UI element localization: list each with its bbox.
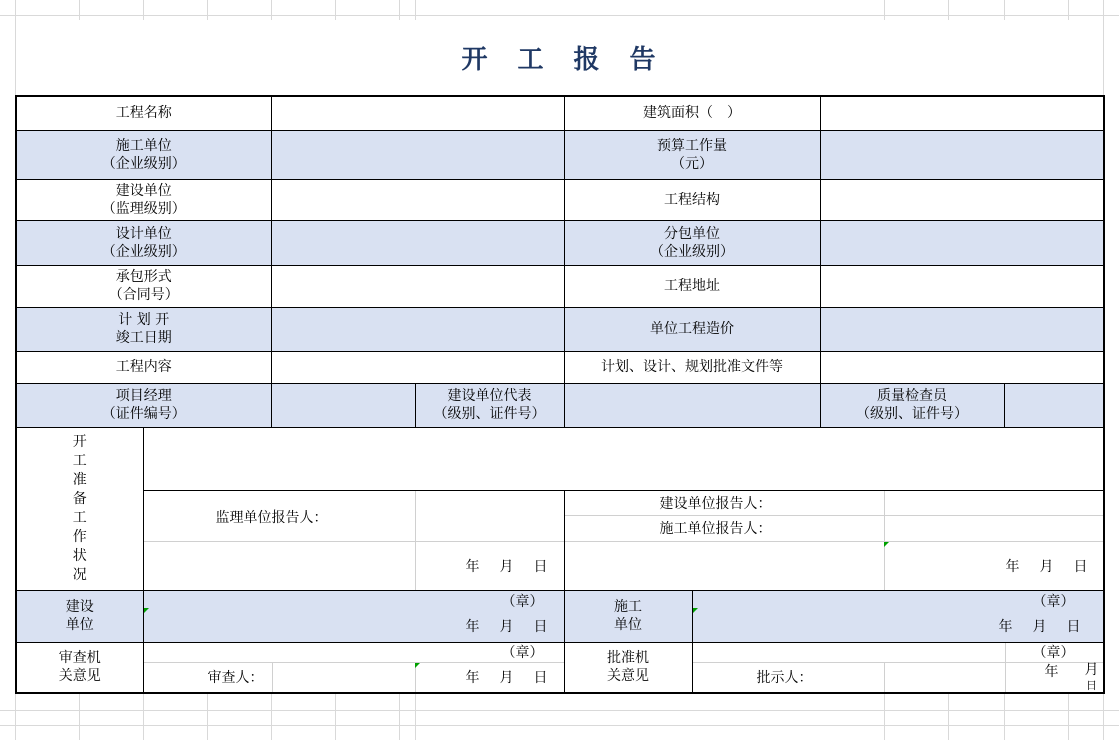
prep-char: 工 (72, 509, 87, 526)
month-label: 月 (499, 669, 514, 686)
label-structure: 工程结构 (564, 179, 820, 220)
month-label: 月 (1084, 661, 1099, 678)
label-budget-1: 预算工作量 (657, 137, 727, 154)
label-budget (564, 130, 820, 179)
row-personnel (16, 383, 1104, 427)
label-approve-opinion-2: 关意见 (607, 668, 649, 684)
contractor-reporter-label: 施工单位报告人： (659, 520, 772, 537)
preparation-inner (144, 428, 1104, 590)
day-label: 日 (1073, 558, 1088, 575)
cell-gridline (272, 662, 273, 692)
approve-area[interactable] (692, 642, 1104, 693)
label-project-manager-1: 项目经理 (115, 388, 172, 404)
month-label: 月 (499, 558, 514, 575)
year-label: 年 (465, 558, 480, 575)
day-label: 日 (1066, 618, 1081, 635)
cell-gridline (565, 515, 1104, 516)
label-contractor (16, 130, 271, 179)
label-review-opinion-1: 审查机 (58, 650, 101, 666)
label-schedule-1: 计 划 开 (118, 312, 170, 328)
day-label: 日 (1086, 678, 1097, 692)
cell-gridline (565, 541, 1104, 542)
label-project-name: 工程名称 (16, 96, 271, 130)
year-label: 年 (1005, 558, 1020, 575)
contractor-unit-seal-area[interactable] (692, 590, 1104, 642)
label-contractor-unit (564, 590, 692, 642)
label-contractor-unit-1: 施工 (614, 599, 642, 615)
label-address: 工程地址 (564, 265, 820, 307)
label-owner-rep-2: （级别、证件号） (433, 406, 546, 422)
grid-line (0, 725, 1119, 726)
label-content: 工程内容 (16, 351, 271, 383)
supervisor-reporter-label: 监理单位报告人： (215, 509, 328, 526)
input-schedule[interactable] (271, 307, 564, 351)
review-inner (144, 643, 564, 692)
row-content (16, 351, 1104, 383)
owner-unit-seal-inner (144, 591, 564, 642)
label-approve-opinion-1: 批准机 (607, 650, 649, 666)
input-contractor[interactable] (271, 130, 564, 179)
label-owner (16, 179, 271, 220)
label-contract (16, 265, 271, 307)
approver-label: 批示人： (756, 669, 813, 686)
month-label: 月 (1032, 618, 1047, 635)
preparation-area[interactable] (143, 427, 1104, 590)
row-approvals (16, 642, 1104, 693)
input-subcontractor[interactable] (820, 220, 1104, 265)
label-subcontractor (564, 220, 820, 265)
contractor-unit-date (999, 618, 1081, 636)
prep-char: 准 (72, 471, 87, 488)
prep-char: 工 (72, 452, 87, 469)
label-unit-cost: 单位工程造价 (564, 307, 820, 351)
comment-marker-icon (884, 542, 889, 547)
day-label: 日 (533, 558, 548, 575)
input-project-manager[interactable] (271, 383, 415, 427)
cell-gridline (144, 662, 564, 663)
month-day-label (1085, 663, 1099, 693)
label-owner-rep-1: 建设单位代表 (447, 388, 532, 404)
input-unit-cost[interactable] (820, 307, 1104, 351)
label-owner-1: 建设单位 (115, 182, 172, 199)
label-owner-rep (415, 383, 564, 427)
label-project-manager-2: （证件编号） (101, 406, 186, 422)
seal-label: （章） (501, 644, 544, 661)
input-owner[interactable] (271, 179, 564, 220)
input-designer[interactable] (271, 220, 564, 265)
owner-unit-seal-area[interactable] (143, 590, 564, 642)
label-qc-inspector-1: 质量检查员 (877, 388, 947, 404)
label-preparation-vertical (19, 433, 141, 585)
row-designer (16, 220, 1104, 265)
label-approval-docs: 计划、设计、规划批准文件等 (564, 351, 820, 383)
owner-date (1006, 558, 1088, 576)
report-title: 开 工 报 告 (16, 20, 1103, 95)
input-qc-inspector[interactable] (1004, 383, 1104, 427)
day-label: 日 (533, 669, 548, 686)
month-label: 月 (1039, 558, 1054, 575)
label-contract-2: （合同号） (108, 287, 179, 303)
row-unit-seals (16, 590, 1104, 642)
label-owner-unit (16, 590, 143, 642)
input-building-area[interactable] (820, 96, 1104, 130)
year-label: 年 (465, 669, 480, 686)
year-label: 年 (998, 618, 1013, 635)
contractor-unit-seal-inner (693, 591, 1104, 642)
input-address[interactable] (820, 265, 1104, 307)
row-schedule (16, 307, 1104, 351)
label-owner-2: （监理级别） (101, 200, 186, 217)
label-contractor-unit-2: 单位 (614, 617, 642, 633)
reviewer-label: 审查人： (207, 669, 264, 686)
cell-gridline (144, 541, 564, 542)
label-designer-2: （企业级别） (101, 243, 186, 260)
approve-inner (693, 643, 1104, 692)
review-date (466, 669, 548, 687)
label-schedule (16, 307, 271, 351)
day-label: 日 (533, 618, 548, 635)
start-report-form (15, 95, 1105, 694)
label-schedule-2: 竣工日期 (115, 330, 172, 346)
grid-line (0, 15, 1119, 16)
row-owner (16, 179, 1104, 220)
label-project-manager (16, 383, 271, 427)
cell-gridline (693, 662, 1104, 663)
prep-char: 开 (72, 433, 87, 450)
row-contract (16, 265, 1104, 307)
label-building-area: 建筑面积（ ） (564, 96, 820, 130)
label-contractor-2: （企业级别） (101, 155, 186, 172)
seal-label: （章） (1032, 644, 1075, 661)
input-approval-docs[interactable] (820, 351, 1104, 383)
prep-char: 况 (72, 566, 87, 583)
month-label: 月 (499, 618, 514, 635)
prep-char: 状 (72, 547, 87, 564)
cell-gridline (1005, 643, 1006, 692)
year-label: 年 (1044, 663, 1059, 680)
label-subcontractor-2: （企业级别） (650, 243, 734, 260)
input-budget[interactable] (820, 130, 1104, 179)
prep-char: 备 (72, 490, 87, 507)
grid-line (0, 710, 1119, 711)
label-subcontractor-1: 分包单位 (664, 225, 720, 242)
label-approve-opinion (564, 642, 692, 693)
comment-marker-icon (415, 663, 420, 668)
input-content[interactable] (271, 351, 564, 383)
input-contract[interactable] (271, 265, 564, 307)
owner-unit-date (466, 618, 548, 636)
label-designer (16, 220, 271, 265)
owner-reporter-label: 建设单位报告人： (659, 495, 772, 512)
label-preparation (16, 427, 143, 590)
label-qc-inspector (820, 383, 1004, 427)
label-contractor-1: 施工单位 (115, 137, 172, 154)
cell-gridline (884, 662, 885, 692)
row-contractor (16, 130, 1104, 179)
label-budget-2: （元） (671, 155, 713, 172)
year-label: 年 (465, 618, 480, 635)
prep-char: 作 (72, 528, 87, 545)
review-area[interactable] (143, 642, 564, 693)
label-owner-unit-1: 建设 (65, 599, 94, 615)
comment-marker-icon (693, 608, 698, 613)
input-project-name[interactable] (271, 96, 564, 130)
label-owner-unit-2: 单位 (65, 617, 94, 633)
label-review-opinion (16, 642, 143, 693)
row-preparation (16, 427, 1104, 590)
row-project-name (16, 96, 1104, 130)
comment-marker-icon (144, 608, 149, 613)
label-contract-1: 承包形式 (115, 269, 172, 285)
supervisor-date (466, 558, 548, 576)
prep-divider (144, 490, 1104, 491)
label-review-opinion-2: 关意见 (58, 668, 101, 684)
seal-label: （章） (1032, 593, 1075, 610)
input-structure[interactable] (820, 179, 1104, 220)
label-designer-1: 设计单位 (115, 225, 172, 242)
input-owner-rep[interactable] (564, 383, 820, 427)
seal-label: （章） (501, 593, 544, 610)
label-qc-inspector-2: （级别、证件号） (856, 406, 968, 422)
